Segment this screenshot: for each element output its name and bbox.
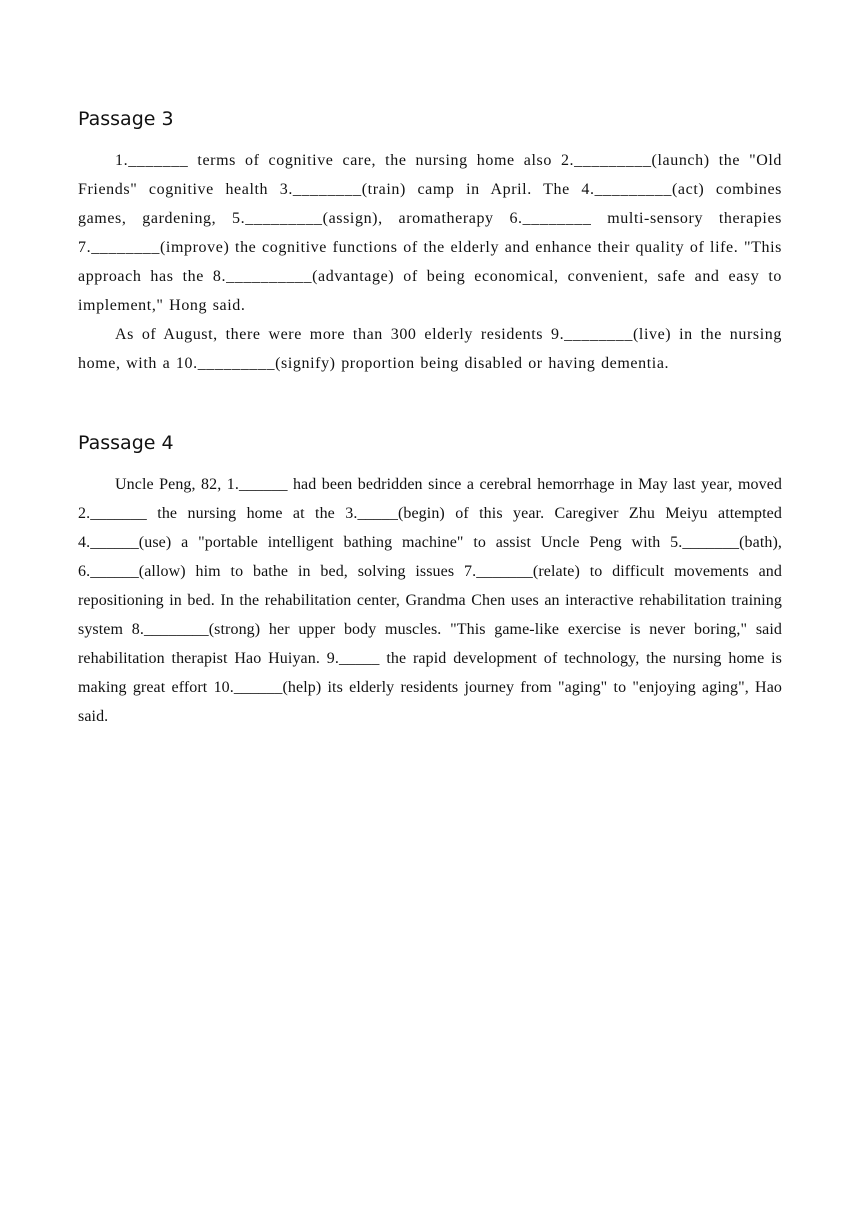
passage-4-section <box>78 428 782 731</box>
document-page <box>78 104 782 731</box>
passage-4-heading: Passage 4 <box>78 432 174 454</box>
passage-3-section <box>78 104 782 378</box>
passage-4-paragraph-1: Uncle Peng, 82, 1.______ had been bedridden since a cerebral hemorrhage in May last year, moved 2._______ the nursing home at the 3._____(begin) of this year. Caregiver Zhu Meiyu attempted 4.______(use) a "portable intelligent bathing machine" to assist Uncle Peng with 5._______(bath), 6.______(allow) him to bathe in bed, solving issues 7._______(relate) to difficult movements and repositioning in bed. In the rehabilitation center, Grandma Chen uses an interactive rehabilitation training system 8.________(strong) her upper body muscles. "This game-like exercise is never boring," said rehabilitation therapist Hao Huiyan. 9._____ the rapid development of technology, the nursing home is making great effort 10.______(help) its elderly residents journey from "aging" to "enjoying aging", Hao said. <box>78 476 782 725</box>
passage-3-paragraph-1: 1._______ terms of cognitive care, the nursing home also 2._________(launch) the "Old Friends" cognitive health 3.________(train) camp in April. The 4._________(act) combines games, gardening, 5._________(assign), aromatherapy 6.________ multi-sensory therapies 7.________(improve) the cognitive functions of the elderly and enhance their quality of life. "This approach has the 8.__________(advantage) of being economical, convenient, safe and easy to implement," Hong said. <box>78 152 782 314</box>
passage-3-heading: Passage 3 <box>78 108 174 130</box>
passage-3-paragraph-2: As of August, there were more than 300 elderly residents 9.________(live) in the nursing home, with a 10._________(signify) proportion being disabled or having dementia. <box>78 326 782 372</box>
